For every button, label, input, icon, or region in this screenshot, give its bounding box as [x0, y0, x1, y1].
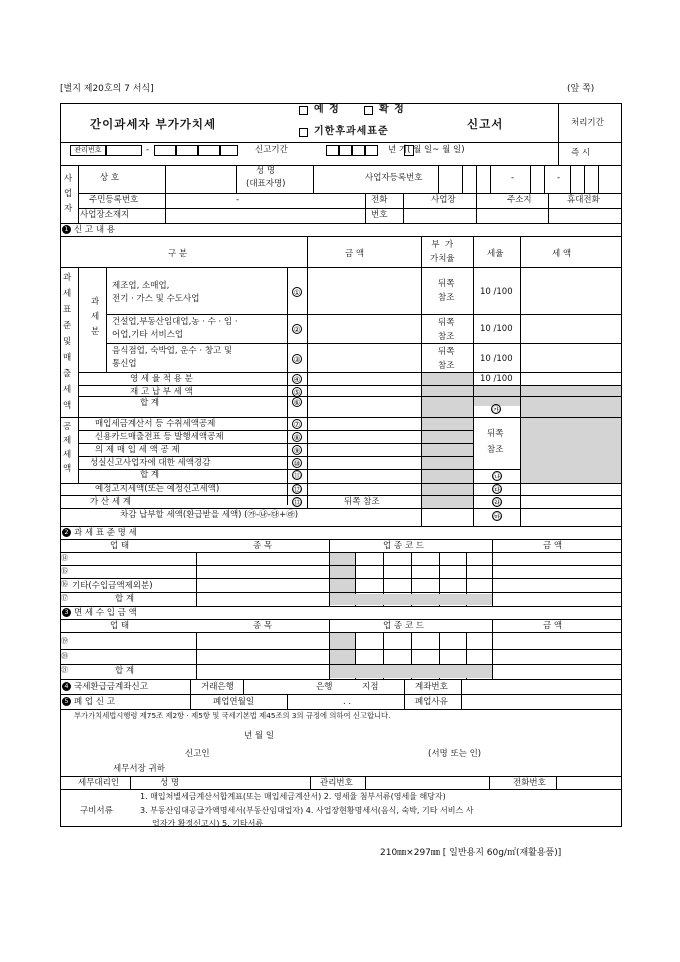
side-base: 과세표준및매출세액: [63, 273, 72, 411]
mark-da: ㉰: [493, 485, 501, 494]
base-row-14: ⑭: [61, 554, 68, 562]
declaration-text: 부가가치세법시행령 제75조 제2항 · 제5항 및 국세기본법 제45조의 3의 규정에 의하여 신고합니다.: [74, 711, 391, 720]
mark-8: ⑧: [293, 433, 301, 442]
title-left: 간이과세자 부가가치세: [90, 117, 217, 131]
agent-label: 세무대리인: [78, 778, 120, 788]
refund-label: 4 국세환급금계좌신고: [62, 682, 148, 692]
row-10-label: 성실신고사업자에 대한 세액경감: [90, 458, 211, 468]
row-14-label: 차감 납부할 세액(환급받을 세액) (㉮-㉯-㉰+㉱): [120, 510, 299, 520]
mgmt-no-label: 관리번호: [70, 145, 106, 156]
period-year-4[interactable]: [365, 145, 378, 156]
col-tax: 세 액: [552, 249, 572, 259]
mgmt-no-box-1[interactable]: [106, 145, 142, 156]
opt-final: 확 정: [379, 104, 405, 115]
process-label: 처리기간: [571, 118, 604, 128]
row-11-label: 합 계: [140, 470, 160, 480]
trade-name: 상 호: [100, 173, 120, 183]
mobile-label: 휴대전화: [567, 195, 600, 205]
agent-mgmt: 관리번호: [320, 778, 353, 788]
mark-na: ㉯: [493, 472, 501, 481]
side-taxable: 과세분: [91, 297, 100, 337]
phone-label: 전화: [371, 195, 388, 205]
col-vat-rate: 부 가 가치율: [430, 240, 455, 264]
rep-name-sub: (대표자명): [246, 179, 286, 189]
closure-reason: 폐업사유: [415, 697, 448, 707]
operator-side: 사업자: [64, 174, 73, 214]
refund-bank: 거래은행: [201, 682, 234, 692]
attachment-line-2: 3. 부동산임대공급가액명세서(부동산임대업자) 4. 사업장현황명세서(음식, 숙박, 기타 서비스 사: [140, 806, 474, 815]
exempt-section: 3 면 세 수 입 금 액: [62, 608, 137, 618]
period-text: 년 기( 월 일~ 월 일): [388, 145, 465, 155]
mark-1: ①: [293, 288, 301, 297]
row-7-label: 매입세금계산서 등 수취세액공제: [95, 419, 216, 429]
location-label: 사업장소재지: [80, 210, 130, 220]
mark-3: ③: [293, 355, 301, 364]
workplace-label: 사업장: [431, 195, 456, 205]
row-13-see-back: 뒤쪽 참조: [344, 497, 380, 507]
mark-ma: ㉲: [493, 512, 501, 521]
closure-label: 5 폐 업 신 고: [62, 697, 115, 707]
row-2-see-back: 뒤쪽 참조: [438, 318, 455, 342]
period-year-3[interactable]: [352, 145, 365, 156]
mgmt-no-box-5[interactable]: [220, 145, 238, 156]
address-label: 주소지: [507, 195, 532, 205]
mark-ra: ㉱: [493, 498, 501, 507]
base-row-17: ⑰: [61, 594, 68, 602]
exempt-row-20: ⑳: [61, 652, 68, 660]
attachment-line-1: 1. 매입처별세금계산서합계표(또는 매입세금계산서) 2. 영세율 첨부서류(영세율 해당자): [140, 792, 446, 801]
closure-dots: . .: [343, 697, 352, 707]
mark-12: ⑫: [293, 485, 301, 494]
biz-no-label: 사업자등록번호: [365, 173, 423, 183]
exempt-row-21: ㉑: [61, 666, 68, 674]
mgmt-no-box-4[interactable]: [198, 145, 220, 156]
attachments-label: 구비서류: [80, 806, 113, 816]
exempt-total: 합 계: [115, 666, 135, 676]
sign-label: (서명 또는 인): [428, 749, 482, 759]
form-id: [별지 제20호의 7 서식]: [60, 84, 154, 94]
closure-date: 폐업연월일: [213, 697, 255, 707]
report-section: 1 신 고 내 용: [62, 225, 115, 235]
base-col-amount: 금 액: [543, 541, 563, 551]
row-5-label: 재 고 납 부 세 액: [130, 387, 193, 397]
exempt-col-amount: 금 액: [543, 621, 563, 631]
mark-7: ⑦: [293, 420, 301, 429]
base-col-item: 종 목: [253, 541, 273, 551]
base-total: 합 계: [115, 594, 135, 604]
checkbox-final[interactable]: [364, 106, 373, 115]
mark-5: ⑤: [293, 388, 301, 397]
period-year-2[interactable]: [339, 145, 352, 156]
row-6-label: 합 계: [140, 398, 160, 408]
row-9-label: 의 제 매 입 세 액 공 제: [95, 445, 180, 455]
base-other: 기타(수입금액제외분): [72, 581, 153, 591]
tax-office: 세무서장 귀하: [113, 764, 165, 774]
row-3-rate: 10 /100: [480, 354, 513, 364]
row-4-rate: 10 /100: [480, 374, 513, 384]
mark-2: ②: [293, 325, 301, 334]
paper-spec: 210㎜×297㎜ [ 일반용지 60g/㎡(재활용품)]: [380, 848, 562, 858]
declaration-date: 년 월 일: [244, 731, 275, 741]
exempt-col-type: 업 태: [110, 621, 130, 631]
agent-name: 성 명: [160, 778, 180, 788]
mark-ka: ㉮: [492, 405, 500, 414]
col-tax-rate: 세율: [487, 249, 504, 259]
refund-branch: 지점: [362, 682, 379, 692]
row-8-label: 신용카드매출전표 등 발행세액공제: [95, 432, 224, 442]
row-1-rate: 10 /100: [480, 287, 513, 297]
process-value: 즉 시: [571, 148, 591, 158]
base-col-type: 업 태: [110, 541, 130, 551]
base-section: 2 과 세 표 준 명 세: [62, 528, 137, 538]
side-deduct: 공제세액: [63, 422, 72, 474]
row-13-label: 가 산 세 계: [90, 497, 131, 507]
mark-6: ⑥: [293, 398, 301, 407]
row-1-see-back: 뒤쪽 참조: [438, 279, 455, 303]
col-amount: 금 액: [345, 249, 365, 259]
agent-phone: 전화번호: [513, 778, 546, 788]
checkbox-preliminary[interactable]: [299, 106, 308, 115]
mark-9: ⑨: [293, 446, 301, 455]
row-3-see-back: 뒤쪽 참조: [438, 347, 455, 371]
period-label: 신고기간: [255, 145, 288, 155]
exempt-row-19: ⑲: [61, 637, 68, 645]
page-side: (앞 쪽): [567, 84, 595, 94]
exempt-col-code: 업 종 코 드: [383, 621, 424, 631]
mark-11: ⑪: [293, 471, 301, 480]
opt-late: 기한후과세표준: [314, 126, 389, 137]
row-4-label: 영 세 율 적 용 분: [130, 374, 193, 384]
checkbox-late[interactable]: [299, 128, 308, 137]
period-year-1[interactable]: [326, 145, 339, 156]
mark-10: ⑩: [293, 459, 301, 468]
row-2-rate: 10 /100: [480, 324, 513, 334]
mark-13: ⑬: [293, 498, 301, 507]
refund-bank-unit: 은행: [316, 682, 333, 692]
row-12-label: 예정고지세액(또는 예정신고세액): [95, 484, 220, 494]
base-row-15: ⑮: [61, 567, 68, 575]
phone-label-2: 번호: [371, 210, 388, 220]
mark-4: ④: [293, 375, 301, 384]
exempt-col-item: 종 목: [253, 621, 273, 631]
row-2-label: 건설업,부동산임대업,농 · 수 · 임 · 어업,기타 서비스업: [112, 317, 238, 340]
base-col-code: 업 종 코 드: [383, 541, 424, 551]
row-3-label: 음식점업, 숙박업, 운수 · 창고 및 통신업: [112, 346, 233, 369]
base-row-16: ⑯: [61, 580, 68, 588]
col-category: 구 분: [168, 249, 188, 259]
opt-preliminary: 예 정: [314, 104, 340, 115]
resident-no: 주민등록번호: [89, 195, 139, 205]
reporter-label: 신고인: [185, 749, 210, 759]
refund-account: 계좌번호: [415, 682, 448, 692]
deduct-see-back: 뒤쪽 참조: [487, 429, 504, 455]
mgmt-no-box-3[interactable]: [176, 145, 198, 156]
mgmt-no-box-2[interactable]: [154, 145, 176, 156]
attachment-line-3: 업자가 확정신고시) 5. 기타서류: [152, 819, 264, 828]
rep-name: 성 명: [256, 166, 276, 176]
title-right: 신고서: [467, 117, 504, 131]
row-1-label: 제조업, 소매업, 전기 · 가스 및 수도사업: [112, 281, 200, 304]
